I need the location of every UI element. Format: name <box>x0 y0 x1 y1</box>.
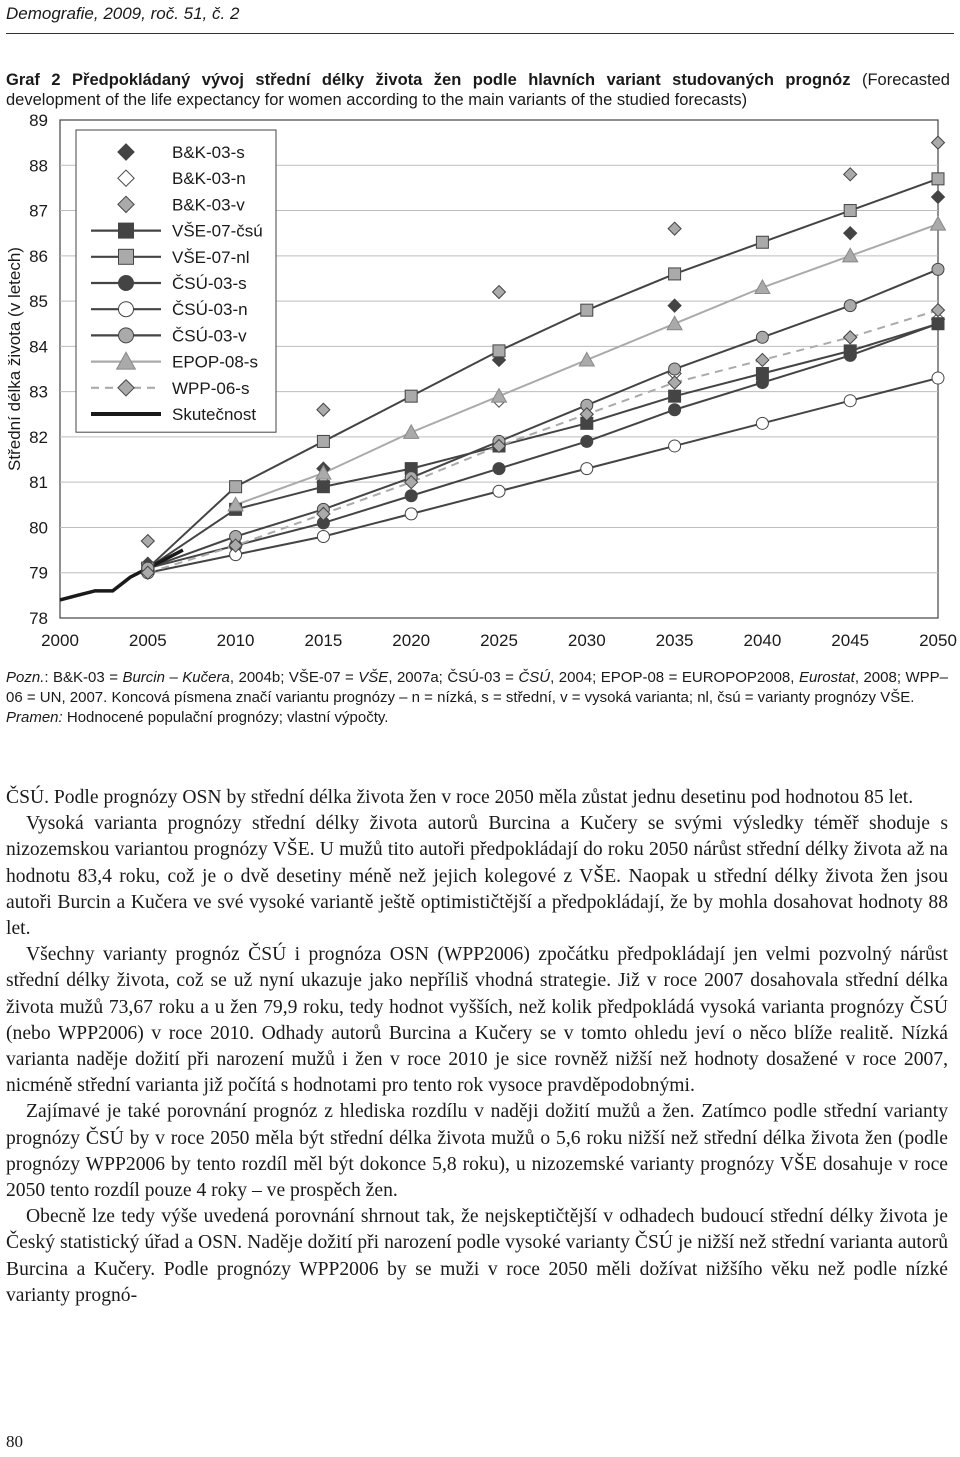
data-point <box>932 136 945 149</box>
note-text: , 2004; EPOP-08 = EUROPOP2008, <box>550 669 799 686</box>
y-tick-label: 78 <box>29 609 48 628</box>
legend-label: B&K-03-n <box>172 169 246 189</box>
data-point <box>230 481 242 493</box>
y-tick-label: 87 <box>29 201 48 221</box>
y-tick-label: 82 <box>29 427 48 447</box>
x-tick-label: 2020 <box>392 631 431 650</box>
legend-label: B&K-03-v <box>172 195 245 215</box>
data-point <box>669 440 681 452</box>
data-point <box>844 349 856 361</box>
data-point <box>405 508 417 520</box>
data-point <box>669 363 681 375</box>
y-tick-label: 81 <box>29 473 48 493</box>
data-point <box>141 535 154 548</box>
legend-label: ČSÚ-03-n <box>172 300 248 320</box>
x-tick-label: 2015 <box>304 631 343 650</box>
x-tick-label: 2010 <box>216 631 255 650</box>
paragraph: Vysoká varianta prognózy střední délky života autorů Burcina a Kučery se svými výsledky téměř shoduje s nizozemskou variantou prognózy VŠE. U mužů tito autoři předpokládají do roku 2050 nárůst střední délky života až na hodnotu 83,4 roku, což je o dvě desetiny méně než jejich kolegové z VŠE. Naopak u střední délky života žen jsou autoři Burcin a Kučera ve své vysoké variantě ještě optimističtější a předpokládají, že by mohla dosahovat hodnoty 88 let. <box>6 813 948 940</box>
caption-label: Graf 2 Předpokládaný vývoj střední délky života žen podle hlavních variant studovaných prognóz <box>6 71 851 89</box>
running-header: Demografie, 2009, roč. 51, č. 2 <box>6 4 240 23</box>
paragraph: Zajímavé je také porovnání prognóz z hlediska rozdílu v naději dožití mužů a žen. Zatímco podle střední varianty prognózy ČSÚ by v roce 2050 měla být střední délka života mužů o 5,6 roku nižší než střední délka života žen (podle prognózy WPP2006 by tento rozdíl měl být dokonce 5,8 roku), u nizozemské varianty prognózy VŠE dosahuje v roce 2050 tento rozdíl pouze 4 roky – ve prospěch žen. <box>6 1101 948 1202</box>
source-line <box>6 708 948 728</box>
legend-label: VŠE-07-nl <box>172 247 250 267</box>
legend-label: VŠE-07-čsú <box>172 221 263 241</box>
data-point <box>493 485 505 497</box>
paragraph: Obecně lze tedy výše uvedená porovnání shrnout tak, že nejskeptičtější v odhadech budoucí střední délky života je Český statistický úřad a OSN. Naděje dožití při narození podle vysoké varianty ČSÚ je nižší než střední varianta autorů Burcina a Kučery. Podle prognózy WPP2006 by se muži v roce 2050 měli dožívat nižšího věku než podle nízké varianty prognó- <box>6 1206 948 1306</box>
data-point <box>668 222 681 235</box>
data-point <box>493 286 506 299</box>
y-tick-label: 84 <box>29 337 48 357</box>
legend-label: Skutečnost <box>172 405 257 424</box>
data-point <box>756 331 768 343</box>
data-point <box>932 318 944 330</box>
page-number: 80 <box>6 1432 23 1451</box>
data-point <box>317 403 330 416</box>
data-point <box>844 205 856 217</box>
life-expectancy-chart <box>0 104 960 664</box>
paragraph: Všechny varianty prognóz ČSÚ i prognóza OSN (WPP2006) zpočátku předpokládají jen velmi pozvolný nárůst střední délky života, což se už nyní ukazuje jako nepříliš vhodná strategie. Již v roce 2007 dosahovala střední délka života mužů 73,67 roku a u žen 79,9 roku, tedy hodnot vyšších, než kolik předpokládá vysoká varianta prognózy ČSÚ (nebo WPP2006) v roce 2010. Odhady autorů Burcina a Kučery se v tomto ohledu jeví o něco blíže realitě. Nízká varianta naděje dožití při narození mužů i žen v roce 2010 je sice rovněž nižší než hodnoty dosažené v roce 2007, nicméně střední varianta již počítá s hodnotami pro tento rok vysoce pravděpodobnými. <box>6 944 948 1097</box>
chart-legend <box>76 130 276 432</box>
x-tick-label: 2050 <box>919 631 957 650</box>
data-point <box>405 390 417 402</box>
note-text: , 2004b; VŠE-07 = <box>229 669 359 686</box>
body-text <box>6 785 948 1309</box>
note-citation: ČSÚ <box>518 669 551 686</box>
data-point <box>932 372 944 384</box>
note-citation: VŠE <box>358 669 389 686</box>
data-point <box>843 248 858 262</box>
data-point <box>493 463 505 475</box>
data-point <box>404 425 419 439</box>
x-tick-label: 2025 <box>480 631 518 650</box>
data-point <box>119 249 134 264</box>
data-point <box>756 236 768 248</box>
data-point <box>119 276 134 291</box>
x-tick-label: 2030 <box>567 631 606 650</box>
data-point <box>669 390 681 402</box>
y-tick-label: 89 <box>29 111 48 130</box>
note-text: : B&K-03 = <box>44 669 123 686</box>
y-tick-label: 79 <box>29 563 48 583</box>
data-point <box>932 173 944 185</box>
legend-label: EPOP-08-s <box>172 352 258 372</box>
data-point <box>844 168 857 181</box>
legend-label: ČSÚ-03-v <box>172 326 247 346</box>
data-point <box>405 490 417 502</box>
data-point <box>756 377 768 389</box>
data-point <box>844 227 857 240</box>
x-tick-label: 2040 <box>743 631 782 650</box>
note-label: Pozn. <box>6 669 45 686</box>
data-point <box>317 481 329 493</box>
data-point <box>931 217 946 231</box>
x-tick-label: 2000 <box>41 631 79 650</box>
data-point <box>756 353 769 366</box>
note-citation: Eurostat <box>798 669 855 686</box>
legend-label: B&K-03-s <box>172 143 245 162</box>
data-point <box>492 389 507 403</box>
data-point <box>932 190 945 203</box>
x-tick-label: 2035 <box>655 631 694 650</box>
note-text: , 2007a; ČSÚ-03 = <box>388 669 519 686</box>
data-point <box>844 331 857 344</box>
y-tick-label: 85 <box>29 292 48 312</box>
note-line <box>6 668 948 708</box>
note-text: , 2008; WPP–06 = UN, 2007. Koncová písmena značí variantu prognózy – n = nízká, s = střední, v = vysoká varianta; nl, čsú = varianty prognózy VŠE. <box>6 669 949 706</box>
legend-label: ČSÚ-03-s <box>172 274 247 293</box>
y-tick-label: 80 <box>29 518 48 538</box>
data-point <box>581 304 593 316</box>
data-point <box>756 417 768 429</box>
caption-english: (Forecasted development of the life expectancy for women according to the main variants of the studied forecasts) <box>6 71 950 109</box>
y-axis-title: Střední délka života (v letech) <box>5 247 24 471</box>
data-point <box>755 280 770 294</box>
data-point <box>932 263 944 275</box>
y-tick-label: 83 <box>29 382 48 402</box>
y-tick-label: 86 <box>29 246 48 266</box>
source-text: Hodnocené populační prognózy; vlastní výpočty. <box>62 709 389 726</box>
data-point <box>932 304 945 317</box>
data-point <box>579 352 594 366</box>
data-point <box>669 268 681 280</box>
data-point <box>667 316 682 330</box>
header-rule <box>6 33 954 34</box>
data-point <box>844 395 856 407</box>
data-point <box>317 435 329 447</box>
data-point <box>581 463 593 475</box>
data-point <box>317 531 329 543</box>
data-point <box>119 223 134 238</box>
data-point <box>669 404 681 416</box>
x-tick-label: 2005 <box>128 631 167 650</box>
data-point <box>119 328 134 343</box>
data-point <box>844 300 856 312</box>
x-tick-label: 2045 <box>831 631 870 650</box>
paragraph: ČSÚ. Podle prognózy OSN by střední délka života žen v roce 2050 měla zůstat jednu desetinu pod hodnotou 85 let. <box>6 787 914 808</box>
source-label: Pramen: <box>6 709 63 726</box>
legend-label: WPP-06-s <box>172 378 250 398</box>
y-tick-label: 88 <box>29 156 48 176</box>
data-point <box>581 435 593 447</box>
data-point <box>668 376 681 389</box>
data-point <box>119 302 134 317</box>
data-point <box>493 345 505 357</box>
note-citation: Burcin – Kučera <box>122 669 230 686</box>
figure-notes <box>6 668 948 728</box>
